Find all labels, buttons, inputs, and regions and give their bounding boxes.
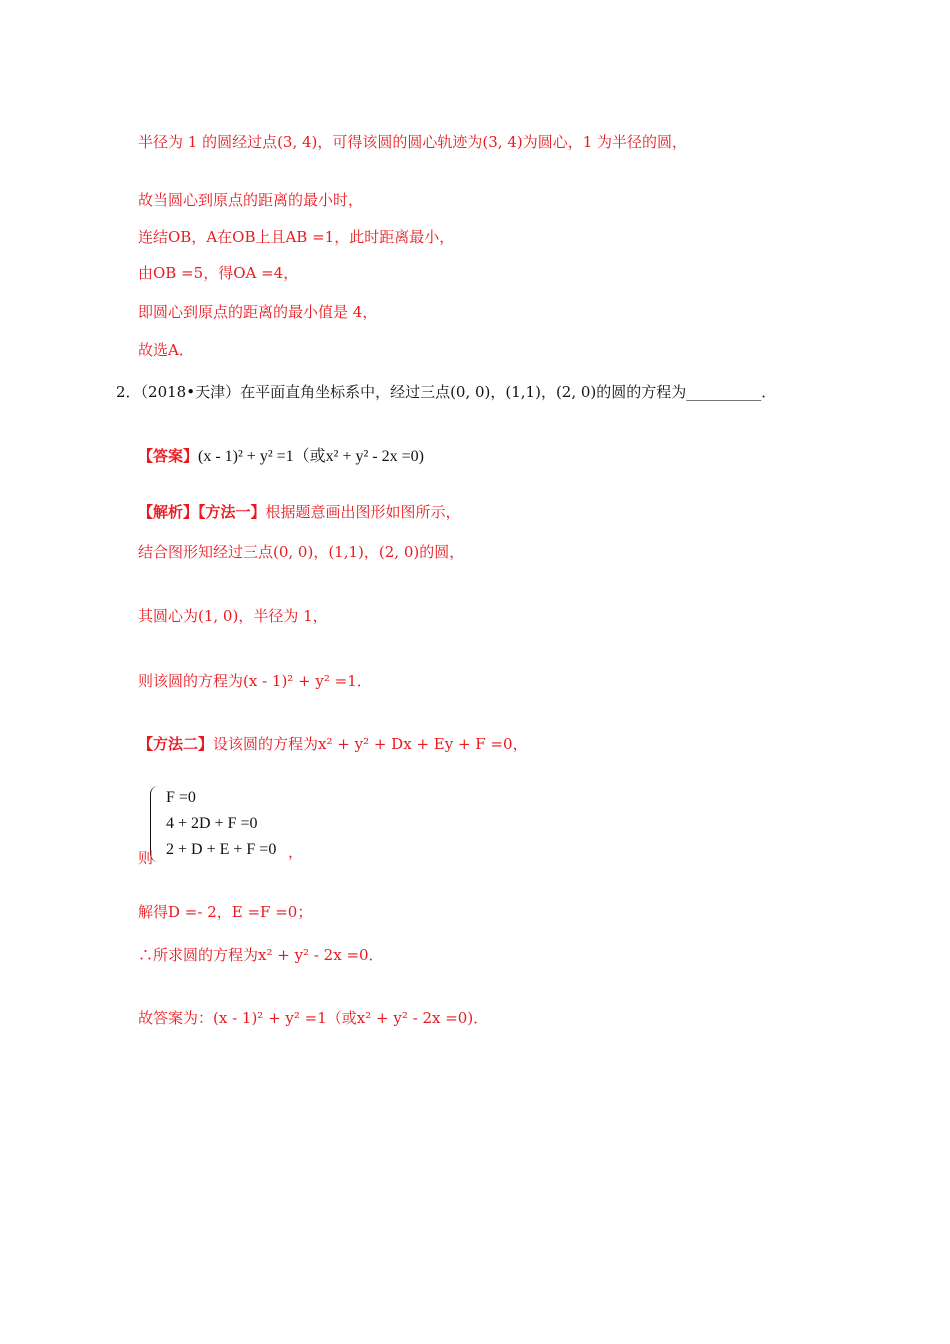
system-prefix: 则: [138, 849, 154, 867]
analysis-step-2: 其圆心为(1, 0)，半径为 1，: [138, 607, 328, 625]
method-2-tag: 【方法二】: [138, 735, 214, 753]
system-eq-1: F =0: [166, 789, 196, 806]
solution-line-3: 连结OB，A在OB上且AB =1，此时距离最小，: [138, 228, 455, 246]
analysis-tag: 【解析】【方法一】: [138, 503, 266, 521]
method-2-line: [138, 734, 528, 754]
solution-line-1: 半径为 1 的圆经过点(3, 4)，可得该圆的圆心轨迹为(3, 4)为圆心，1 为半径的圆，: [138, 133, 688, 151]
question-2: 2．（2018•天津）在平面直角坐标系中，经过三点(0, 0)，(1,1)，(2, 0)的圆的方程为__________．: [116, 383, 777, 401]
system-eq-2: 4 + 2D + F =0: [166, 815, 258, 832]
therefore-line: ∴所求圆的方程为x² + y² - 2x =0．: [138, 946, 384, 964]
solution-line-6: 故选A．: [138, 341, 194, 359]
final-answer-line: 故答案为：(x - 1)² + y² =1（或x² + y² - 2x =0)．: [138, 1009, 489, 1027]
analysis-step-1: 结合图形知经过三点(0, 0)，(1,1)，(2, 0)的圆，: [138, 543, 465, 561]
system-eq-3: 2 + D + E + F =0: [166, 841, 277, 858]
answer-body: (x - 1)² + y² =1（或x² + y² - 2x =0): [198, 448, 424, 465]
analysis-intro: 根据题意画出图形如图所示，: [265, 503, 461, 521]
answer-line: [138, 446, 424, 467]
analysis-step-3: 则该圆的方程为(x - 1)² + y² =1．: [138, 672, 372, 690]
method-2-intro: 设该圆的方程为x² + y² + Dx + Ey + F =0，: [213, 735, 528, 753]
answer-tag: 【答案】: [138, 447, 199, 465]
solution-line-4: 由OB =5，得OA =4，: [138, 264, 299, 282]
solve-line: 解得D =- 2，E =F =0；: [138, 903, 313, 921]
solution-line-2: 故当圆心到原点的距离的最小时，: [138, 191, 364, 209]
analysis-header: [138, 502, 461, 522]
solution-line-5: 即圆心到原点的距离的最小值是 4，: [138, 303, 378, 321]
system-suffix: ，: [288, 843, 304, 861]
